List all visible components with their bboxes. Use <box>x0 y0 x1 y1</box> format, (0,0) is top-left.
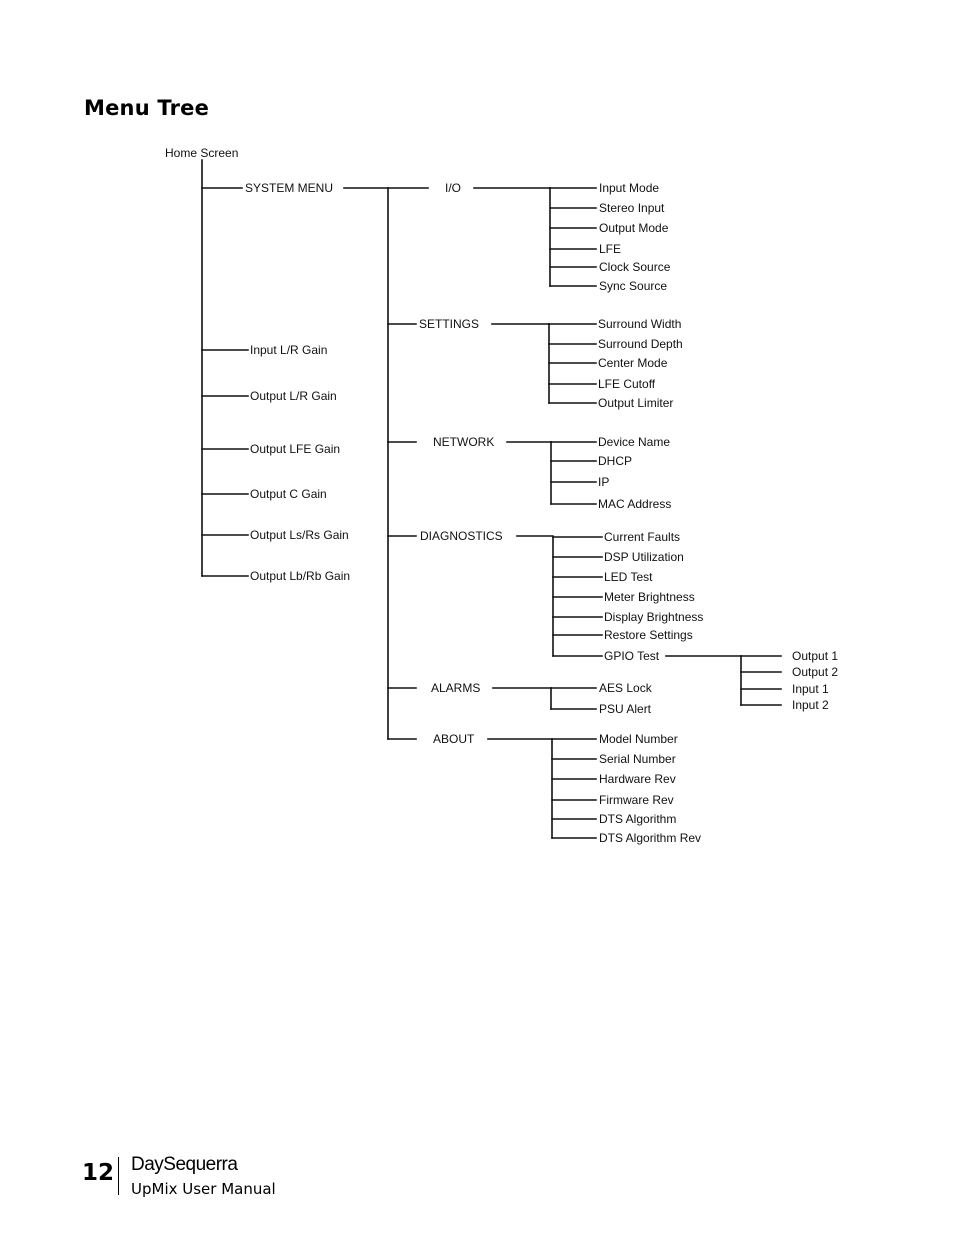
menu-item-restore-settings: Restore Settings <box>604 628 693 642</box>
menu-item-lfe: LFE <box>599 242 622 256</box>
gpio-item-output-1: Output 1 <box>792 649 839 663</box>
manual-title: UpMix User Manual <box>131 1180 276 1198</box>
menu-item-firmware-rev: Firmware Rev <box>599 793 674 807</box>
menu-item-stereo-input: Stereo Input <box>599 201 665 215</box>
gpio-item-input-2: Input 2 <box>792 698 829 712</box>
menu-item-display-brightness: Display Brightness <box>604 610 704 624</box>
section-alarms: ALARMS <box>431 681 481 695</box>
menu-item-center-mode: Center Mode <box>598 356 668 370</box>
menu-item-gpio-test: GPIO Test <box>604 649 660 663</box>
section-about: ABOUT <box>433 732 475 746</box>
menu-item-device-name: Device Name <box>598 435 671 449</box>
menu-item-surround-width: Surround Width <box>598 317 682 331</box>
menu-item-led-test: LED Test <box>604 570 653 584</box>
menu-item-output-limiter: Output Limiter <box>598 396 674 410</box>
menu-item-lfe-cutoff: LFE Cutoff <box>598 377 656 391</box>
gpio-item-output-2: Output 2 <box>792 665 839 679</box>
menu-item-model-number: Model Number <box>599 732 678 746</box>
menu-item-mac-address: MAC Address <box>598 497 672 511</box>
menu-item-dts-algorithm: DTS Algorithm <box>599 812 677 826</box>
menu-item-meter-brightness: Meter Brightness <box>604 590 695 604</box>
menu-item-dhcp: DHCP <box>598 454 633 468</box>
home-item-output-l-r-gain: Output L/R Gain <box>250 389 337 403</box>
menu-item-surround-depth: Surround Depth <box>598 337 683 351</box>
page-title: Menu Tree <box>84 96 210 120</box>
home-item-output-ls-rs-gain: Output Ls/Rs Gain <box>250 528 349 542</box>
footer-divider <box>118 1157 119 1195</box>
brand-logo: DaySequerra <box>131 1154 238 1175</box>
section-network: NETWORK <box>433 435 495 449</box>
home-item-output-lb-rb-gain: Output Lb/Rb Gain <box>250 569 351 583</box>
section-i-o: I/O <box>445 181 462 195</box>
home-item-system-menu: SYSTEM MENU <box>245 181 334 195</box>
gpio-item-input-1: Input 1 <box>792 682 829 696</box>
menu-item-input-mode: Input Mode <box>599 181 660 195</box>
page-number: 12 <box>82 1160 115 1186</box>
menu-item-clock-source: Clock Source <box>599 260 671 274</box>
menu-item-sync-source: Sync Source <box>599 279 668 293</box>
home-item-output-c-gain: Output C Gain <box>250 487 327 501</box>
menu-item-serial-number: Serial Number <box>599 752 676 766</box>
menu-item-current-faults: Current Faults <box>604 530 681 544</box>
menu-item-dts-algorithm-rev: DTS Algorithm Rev <box>599 831 702 845</box>
menu-item-psu-alert: PSU Alert <box>599 702 652 716</box>
menu-item-aes-lock: AES Lock <box>599 681 652 695</box>
menu-item-hardware-rev: Hardware Rev <box>599 772 676 786</box>
home-item-output-lfe-gain: Output LFE Gain <box>250 442 341 456</box>
home-item-input-l-r-gain: Input L/R Gain <box>250 343 328 357</box>
section-diagnostics: DIAGNOSTICS <box>420 529 503 543</box>
tree-root-label: Home Screen <box>165 146 239 160</box>
menu-item-dsp-utilization: DSP Utilization <box>604 550 684 564</box>
menu-item-ip: IP <box>598 475 610 489</box>
section-settings: SETTINGS <box>419 317 480 331</box>
menu-item-output-mode: Output Mode <box>599 221 669 235</box>
